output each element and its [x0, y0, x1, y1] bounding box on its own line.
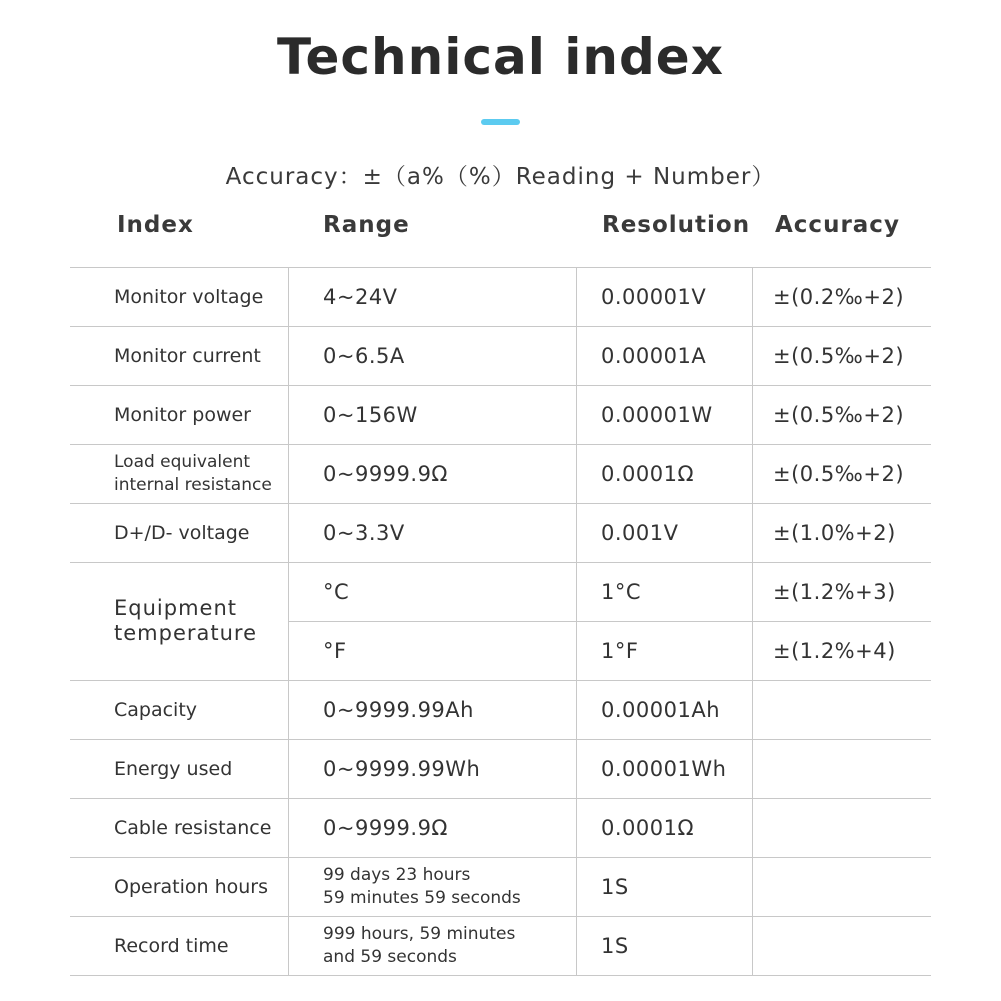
accuracy-cell	[773, 621, 931, 680]
spec-table	[70, 267, 931, 975]
index-cell-text: Cable resistance	[114, 816, 272, 839]
index-cell-text: Equipment temperature	[114, 596, 257, 645]
accuracy-cell	[773, 503, 931, 562]
resolution-cell	[601, 916, 752, 975]
range-cell	[323, 621, 576, 680]
accuracy-cell	[773, 798, 931, 857]
range-cell-text: 4~24V	[323, 284, 398, 309]
range-cell-text: 0~9999.9Ω	[323, 461, 448, 486]
accuracy-cell-text: ±(0.5‰+2)	[773, 343, 905, 368]
range-cell-text: 0~9999.9Ω	[323, 815, 448, 840]
resolution-cell	[601, 503, 752, 562]
resolution-cell	[601, 444, 752, 503]
index-cell-text: Operation hours	[114, 875, 269, 898]
header-range: Range	[323, 212, 410, 238]
index-cell	[114, 798, 288, 857]
range-cell-text: °F	[323, 638, 347, 663]
resolution-cell-text: 1S	[601, 933, 629, 958]
range-cell-text: 0~9999.99Ah	[323, 697, 474, 722]
resolution-cell-text: 0.00001Wh	[601, 756, 727, 781]
range-cell	[323, 385, 576, 444]
accuracy-cell-text: ±(0.5‰+2)	[773, 461, 905, 486]
table-column-divider	[752, 267, 753, 975]
accuracy-cell-text: ±(1.2%+4)	[773, 638, 896, 663]
range-cell	[323, 916, 576, 975]
resolution-cell-text: 1°C	[601, 579, 642, 604]
range-cell-text: 0~6.5A	[323, 343, 405, 368]
accuracy-cell-text: ±(0.2‰+2)	[773, 284, 905, 309]
range-cell	[323, 798, 576, 857]
resolution-cell	[601, 621, 752, 680]
index-cell-text: Monitor voltage	[114, 285, 264, 308]
resolution-cell-text: 0.00001W	[601, 402, 713, 427]
range-cell	[323, 326, 576, 385]
index-cell-text: Record time	[114, 934, 229, 957]
table-column-divider	[576, 267, 577, 975]
index-cell	[114, 562, 288, 680]
resolution-cell-text: 1S	[601, 874, 629, 899]
range-cell-text: 99 days 23 hours 59 minutes 59 seconds	[323, 864, 521, 908]
header-resolution: Resolution	[602, 212, 751, 238]
resolution-cell	[601, 680, 752, 739]
range-cell	[323, 444, 576, 503]
accuracy-cell	[773, 739, 931, 798]
index-cell	[114, 267, 288, 326]
range-cell	[323, 857, 576, 916]
accuracy-cell-text: ±(1.2%+3)	[773, 579, 896, 604]
resolution-cell	[601, 857, 752, 916]
index-cell	[114, 857, 288, 916]
resolution-cell	[601, 562, 752, 621]
range-cell-text: 999 hours, 59 minutes and 59 seconds	[323, 923, 516, 967]
index-cell-text: Monitor current	[114, 344, 261, 367]
range-cell	[323, 267, 576, 326]
accuracy-cell	[773, 562, 931, 621]
index-cell-text: Capacity	[114, 698, 198, 721]
accuracy-cell	[773, 857, 931, 916]
header-index: Index	[117, 212, 194, 238]
index-cell-text: Energy used	[114, 757, 233, 780]
index-cell	[114, 385, 288, 444]
accuracy-cell-text: ±(1.0%+2)	[773, 520, 896, 545]
range-cell	[323, 680, 576, 739]
index-cell-text: Monitor power	[114, 403, 251, 426]
index-cell-text: Load equivalent internal resistance	[114, 451, 272, 495]
accuracy-cell	[773, 326, 931, 385]
range-cell-text: °C	[323, 579, 350, 604]
page-title: Technical index	[277, 28, 724, 86]
index-cell	[114, 503, 288, 562]
table-column-divider	[288, 267, 289, 975]
range-cell	[323, 503, 576, 562]
range-cell-text: 0~3.3V	[323, 520, 405, 545]
accuracy-cell	[773, 385, 931, 444]
range-cell	[323, 739, 576, 798]
accuracy-cell	[773, 680, 931, 739]
index-cell	[114, 444, 288, 503]
accuracy-cell	[773, 916, 931, 975]
index-cell	[114, 739, 288, 798]
title-accent-bar	[481, 119, 520, 125]
table-row-divider	[70, 975, 931, 976]
resolution-cell-text: 1°F	[601, 638, 639, 663]
index-cell-text: D+/D- voltage	[114, 521, 250, 544]
range-cell	[323, 562, 576, 621]
resolution-cell-text: 0.0001Ω	[601, 815, 695, 840]
resolution-cell	[601, 267, 752, 326]
accuracy-cell-text: ±(0.5‰+2)	[773, 402, 905, 427]
accuracy-formula: Accuracy：±（a%（%）Reading + Number）	[225, 164, 776, 190]
resolution-cell	[601, 326, 752, 385]
resolution-cell-text: 0.00001Ah	[601, 697, 721, 722]
accuracy-cell	[773, 267, 931, 326]
index-cell	[114, 680, 288, 739]
range-cell-text: 0~156W	[323, 402, 418, 427]
resolution-cell	[601, 385, 752, 444]
index-cell	[114, 916, 288, 975]
resolution-cell	[601, 798, 752, 857]
index-cell	[114, 326, 288, 385]
resolution-cell-text: 0.00001V	[601, 284, 707, 309]
range-cell-text: 0~9999.99Wh	[323, 756, 481, 781]
resolution-cell-text: 0.00001A	[601, 343, 707, 368]
header-accuracy: Accuracy	[775, 212, 900, 238]
accuracy-cell	[773, 444, 931, 503]
resolution-cell-text: 0.0001Ω	[601, 461, 695, 486]
resolution-cell	[601, 739, 752, 798]
resolution-cell-text: 0.001V	[601, 520, 679, 545]
